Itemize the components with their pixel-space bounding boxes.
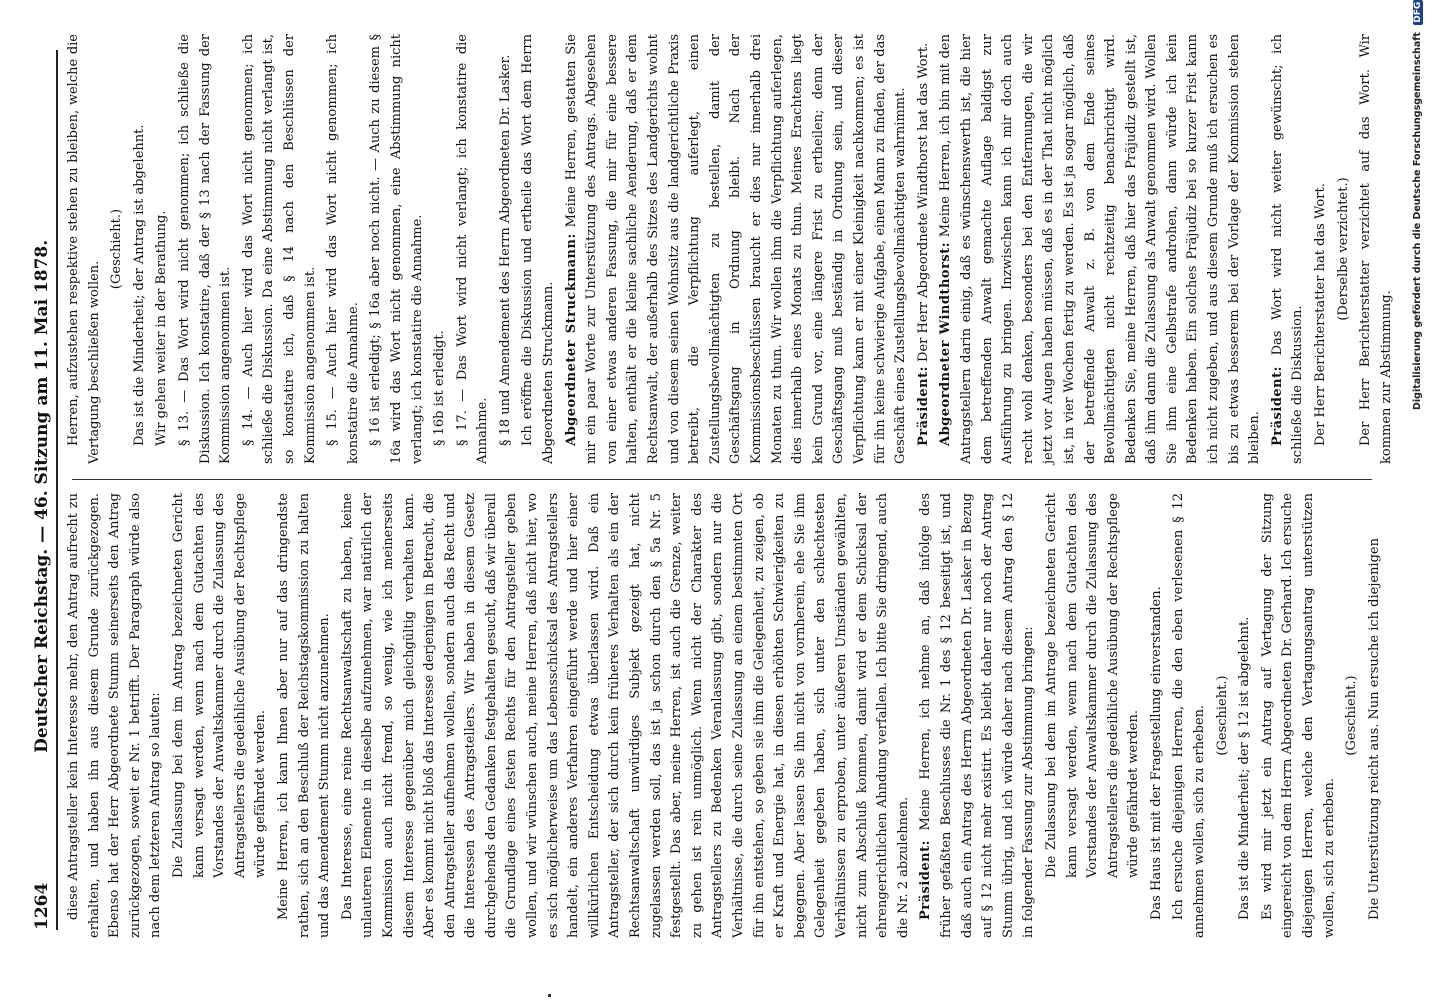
paragraph: § 15. — Auch hier wird das Wort nicht genommen; ich konstatire die Annahme. [325,34,361,464]
speaker-label: Präsident: [1269,366,1285,446]
funding-note-text: Digitalisierung gefördert durch die Deutsche Forschungsgemeinschaft [1412,32,1423,410]
paragraph: Abgeordneter Windthorst: Meine Herren, ich bin mit den Antragstellern darin einig, daß es wünschenswerth ist, die hier dem betreffenden Anwalt gemachte Auflage baldigst zur Ausführung zu bringen. Inzwischen kann ich mir doch auch recht wohl denken, besonders bei den Entfernungen, die wir jetzt vor Augen haben müssen, daß es in der That nicht möglich ist, in vier Wochen fertig zu werden. Es ist ja sogar möglich, daß der betreffende Anwalt z. B. von dem Ende seines Bevollmächtigten nicht rechtzeitig benachrichtigt wird. Bedenken Sie, meine Herren, daß hier das Präjudiz gestellt ist, daß ihm dann die Zulassung als Anwalt genommen wird. Wollen Sie ihm eine Gelbstrafe androhen, dann würde ich kein Bedenken haben. Ein solches Präjudiz bei so kurzer Frist kann ich nicht zugeben, und aus diesem Grunde muß ich ersuchen es bis zu etwas besserem bei der Vorlage der Kommission stehen bleiben. [938,34,1263,464]
right-column [64,34,1399,464]
speaker-label: Präsident: [915,366,931,446]
page-number: 1264 [32,882,52,930]
paragraph: § 14. — Auch hier wird das Wort nicht genommen; ich schließe die Diskussion. Da eine Abstimmung nicht verlangt ist, so konstatire ich, daß § 14 nach den Beschlüssen der Kommission angenommen ist. [240,34,318,464]
paragraph: § 16 ist erledigt; § 16a aber noch nicht. — Auch zu diesem § 16a wird das Wort nicht genommen, eine Abstimmung nicht verlangt; ich konstatire die Annahme. [368,34,425,464]
paragraph: § 17. — Das Wort wird nicht verlangt; ich konstatire die Annahme. [454,34,491,464]
paragraph: Meine Herren, ich kann Ihnen aber nur auf das dringendste rathen, sich an den Beschluß der Reichstagskommission zu halten und das Amendement Stumm nicht anzunehmen. [275,493,333,938]
paragraph: diese Antragsteller kein Interesse mehr, den Antrag aufrecht zu erhalten, und haben ihn aus diesem Grunde zurückgezogen. Ebenso hat der Herr Abgeordnete Stumm seinerseits den Antrag zurückgezogen, soweit er Nr. 1 betrifft. Der Paragraph würde also nach dem letzteren Antrag so lauten: [66,493,164,938]
paragraph: Präsident: Der Herr Abgeordnete Windthorst hat das Wort. [915,42,931,446]
paragraph: Die Zulassung bei dem im Antrag bezeichneten Gericht kann versagt werden, wenn nach dem Gutachten des Vorstandes der Anwaltskammer durch die Zulassung des Antragstellers die gedeihliche Ausübung der Rechtspflege würde gefährdet werden. [170,493,269,878]
paragraph: Präsident: Das Wort wird nicht weiter gewünscht; ich schließe die Diskussion. [1269,34,1306,464]
paragraph: Ich ersuche diejenigen Herren, die den eben verlesenen § 12 annehmen wollen, sich zu erheben. [1171,493,1208,938]
scan-speck [548,994,551,997]
stage-direction: (Derselbe verzichtet.) [1335,177,1351,321]
paragraph: Das ist die Minderheit; der Antrag ist abgelehnt. [131,124,147,446]
paragraph: § 18 und Amendement des Herrn Abgeordneten Dr. Lasker. [497,54,513,446]
publication-title: Deutscher Reichstag. — 46. Sitzung am 11. Mai 1878. [32,239,52,753]
paragraph: Das Interesse, eine reine Rechtsanwaltschaft zu haben, keine unlauteren Elemente in dieselbe aufzunehmen, war natürlich der Kommission auch nicht fremd, so wenig, wie ich meinerseits diesem Interesse gegenüber mich gleichgültig verhalten kann. Aber es kommt nicht bloß das Interesse derjenigen in Betracht, die den Antragsteller aufnehmen wollen, sondern auch das Recht und die Interessen des Antragstellers. Wir haben in diesem Gesetz durchgehends den Gedanken festgehalten gesucht, daß wir überall die Grundlage eines festen Rechts für den Antragsteller geben wollen, und wir wünschen auch, meine Herren, daß nicht hier, wo es sich möglicherweise um das Lebensschicksal des Antragstellers handelt, ein anderes Verfahren eingeführt werde und hier einer willkürlichen Entscheidung etwas überlassen wird. Daß ein Antragsteller, der sich durch kein früheres Verhalten als ein der Rechtsanwaltschaft unwürdiges Subjekt gezeigt hat, nicht zugelassen werden soll, das ist ja schon durch den § 5a Nr. 5 festgestellt. Das aber, meine Herren, ist auch die Grenze, weiter zu gehen ist rein unmöglich. Wenn nicht der Charakter des Antragstellers zu Bedenken Veranlassung gibt, sondern nur die Verhältnisse, die durch seine Zulassung an einem bestimmten Ort für ihn entstehen, so geben sie ihm die Gelegenheit, zu zeigen, ob er Kraft und Energie hat, in diesen erhöhten Schwierigkeiten zu begegnen. Aber lassen Sie ihn nicht von vornherein, ehe Sie ihm Gelegenheit gegeben haben, sich unter den schlechtesten Verhältnissen zu erproben, unter äußeren Umständen gewählten, nicht zum Abschluß kommen, damit wird er dem Schicksal der ehrengerichtlichen Ahndung verfallen. Ich bitte Sie dringend, auch die Nr. 2 abzulehnen. [339,493,911,938]
speaker-label: Abgeordneter Windthorst: [938,241,954,446]
paragraph: Das ist die Minderheit; der § 12 ist abgelehnt. [1237,616,1253,920]
paragraph: Die Unterstützung reicht aus. Nun ersuche ich diejenigen [1366,538,1382,920]
header-rule [56,50,58,930]
paragraph: Der Herr Berichterstatter verzichtet auf das Wort. Wir kommen zur Abstimmung. [1358,34,1394,464]
paragraph: Es wird mir jetzt ein Antrag auf Vertagung der Sitzung eingereicht von dem Herrn Abgeordneten Dr. Gerhard. Ich ersuche diejenigen Herren, welche den Vertagungsantrag unterstützen wollen, sich zu erheben. [1259,493,1337,938]
page-header [10,50,52,930]
paragraph: Die Zulassung bei dem im Antrage bezeichneten Gericht kann versagt werden, wenn nach dem Gutachten des Vorstandes der Anwaltskammer durch die Zulassung des Antragstellers die gedeihliche Ausübung der Rechtspflege würde gefährdet werden. [1043,493,1142,878]
paragraph: § 13. — Das Wort wird nicht genommen; ich schließe die Diskussion. Ich konstatire, daß der § 13 nach der Fassung der Kommission angenommen ist. [176,34,234,464]
funding-note [1412,1,1428,410]
column-divider [72,479,1372,480]
paragraph: Der Herr Berichterstatter hat das Wort. [1313,183,1329,446]
dfg-logo: DFG [1413,1,1423,23]
speaker-label: Abgeordneter Struckmann: [563,233,579,446]
stage-direction: (Geschieht.) [1344,675,1360,756]
stage-direction: (Geschieht.) [1214,675,1230,756]
paragraph: Abgeordneter Struckmann: Meine Herren, gestatten Sie mir ein paar Worte zur Unterstützung des Antrags. Abgesehen von einer etwas anderen Fassung, die mir für eine bessere halten, enthält er die kleine sachliche Aenderung, daß er dem Rechtsanwalt, der außerhalb des Sitzes des Landgerichts wohnt und von diesem seinen Wohnsitz aus die landgerichtliche Praxis betreibt, die Verpflichtung auferlegt, einen Zustellungsbevollmächtigten zu bestellen, damit der Geschäftsgang in Ordnung bleibt. Nach der Kommissionsbeschlüssen braucht er dies nur innerhalb drei Monaten zu thun. Wir wollen ihm die Verpflichtung auferlegen, dies innerhalb eines Monats zu thun. Meines Erachtens liegt kein Grund vor, eine längere Frist zu ertheilen; denn der Geschäftsgang muß beständig in Ordnung sein, und dieser Verpflichtung kann er mit einer Kleinigkeit nachkommen; es ist für ihn keine schwierige Aufgabe, einen Mann zu finden, der das Geschäft eines Zustellungsbevollmächtigten wahrnimmt. [563,34,909,464]
speaker-label: Präsident: [918,840,934,920]
paragraph: Präsident: Meine Herren, ich nehme an, daß infolge des früher gefaßten Beschlusses die Nr. 1 des § 12 beseitigt ist, und daß auch ein Antrag des Herrn Abgeordneten Dr. Lasker in Bezug auf § 12 nicht mehr existirt. Es bleibt daher nur noch der Antrag Stumm übrig, und ich würde daher nach diesem Antrag den § 12 in folgender Fassung zur Abstimmung bringen: [918,493,1037,938]
paragraph: Ich eröffne die Diskussion und ertheile das Wort dem Herrn Abgeordneten Struckmann. [520,34,557,464]
paragraph: Herren, aufzustehen respektive stehen zu bleiben, welche die Vertagung beschließen wollen. [66,34,102,464]
left-column [64,493,1387,938]
paragraph: § 16b ist erledigt. [432,330,448,446]
paragraph: Wir gehen weiter in der Berathung. [154,210,170,446]
stage-direction: (Geschieht.) [109,208,125,290]
paragraph: Das Haus ist mit der Fragestellung einverstanden. [1148,586,1164,920]
